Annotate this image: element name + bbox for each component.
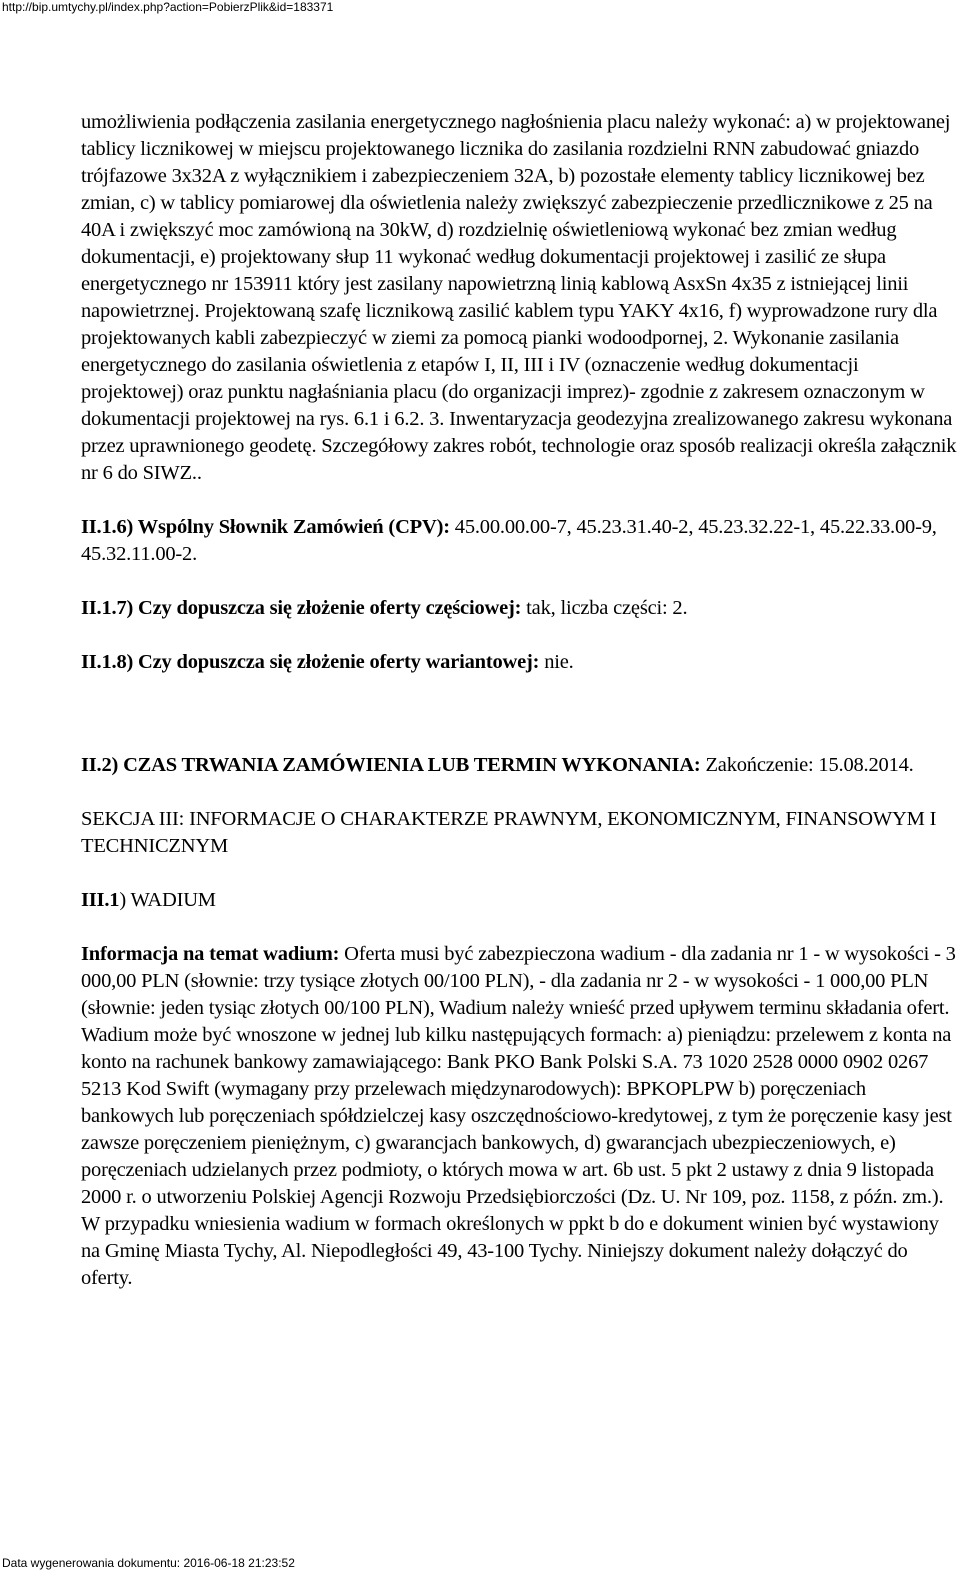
cpv-section xyxy=(81,514,958,568)
wadium-heading xyxy=(81,887,958,914)
wadium-info-label: Informacja na temat wadium: xyxy=(81,943,340,965)
section-3-heading: SEKCJA III: INFORMACJE O CHARAKTERZE PRAWNYM, EKONOMICZNYM, FINANSOWYM I TECHNICZNYM xyxy=(81,808,937,857)
document-body xyxy=(81,109,958,1292)
variant-offer-value: nie. xyxy=(539,651,574,673)
cpv-value: 45.00.00.00-7, 45.23.31.40-2, 45.23.32.22-1, 45.22.33.00-9, 45.32.11.00-2. xyxy=(81,516,937,565)
partial-offer-section xyxy=(81,595,958,622)
wadium-info-text: Oferta musi być zabezpieczona wadium - dla zadania nr 1 - w wysokości - 3 000,00 PLN (słownie: trzy tysiące złotych 00/100 PLN), - dla zadania nr 2 - w wysokości - 1 000,00 PLN (słownie: jeden tysiąc złotych 00/100 PLN), Wadium należy wnieść przed upływem terminu składania ofert. Wadium może być wnoszone w jednej lub kilku następujących formach: a) pieniądzu: przelewem z konta na konto na rachunek bankowy zamawiającego: Bank PKO Bank Polski S.A. 73 1020 2528 0000 0902 0267 5213 Kod Swift (wymagany przy przelewach międzynarodowych): BPKOPLPW b) poręczeniach bankowych lub poręczeniach spółdzielczej kasy oszczędnościowo-kredytowej, z tym że poręczenie kasy jest zawsze poręczeniem pieniężnym, c) gwarancjach bankowych, d) gwarancjach ubezpieczeniowych, e) poręczeniach udzielanych przez podmioty, o których mowa w art. 6b ust. 5 pkt 2 ustawy z dnia 9 listopada 2000 r. o utworzeniu Polskiej Agencji Rozwoju Przedsiębiorczości (Dz. U. Nr 109, poz. 1158, z późn. zm.). W przypadku wniesienia wadium w formach określonych w ppkt b do e dokument winien być wystawiony na Gminę Miasta Tychy, Al. Niepodległości 49, 43-100 Tychy. Niniejszy dokument należy dołączyć do oferty. xyxy=(81,943,956,1289)
variant-offer-label: II.1.8) Czy dopuszcza się złożenie oferty wariantowej: xyxy=(81,651,540,673)
duration-value: Zakończenie: 15.08.2014. xyxy=(700,754,914,776)
duration-label: II.2) CZAS TRWANIA ZAMÓWIENIA LUB TERMIN WYKONANIA: xyxy=(81,754,701,776)
duration-section xyxy=(81,752,958,779)
wadium-number: III.1 xyxy=(81,889,120,911)
wadium-heading-text: ) WADIUM xyxy=(119,889,216,911)
partial-offer-label: II.1.7) Czy dopuszcza się złożenie oferty częściowej: xyxy=(81,597,522,619)
partial-offer-value: tak, liczba części: 2. xyxy=(521,597,688,619)
wadium-info xyxy=(81,941,958,1292)
generation-date-footer: Data wygenerowania dokumentu: 2016-06-18 21:23:52 xyxy=(2,1556,295,1570)
intro-paragraph: umożliwienia podłączenia zasilania energetycznego nagłośnienia placu należy wykonać: a) w projektowanej tablicy licznikowej w miejscu projektowanego licznika do zasilania rozdzielni RNN zabudować gniazdo trójfazowe 3x32A z wyłącznikiem i zabezpieczeniem 32A, b) pozostałe elementy tablicy licznikowej bez zmian, c) w tablicy pomiarowej dla oświetlenia należy zwiększyć zabezpieczenie przedlicznikowe z 25 na 40A i zwiększyć moc zamówioną na 30kW, d) rozdzielnię oświetleniową wykonać bez zmian według dokumentacji, e) projektowany słup 11 wykonać według dokumentacji projektowej i zasilić ze słupa energetycznego nr 153911 który jest zasilany napowietrzną linią kablową AsxSn 4x35 z istniejącej linii napowietrznej. Projektowaną szafę licznikową zasilić kablem typu YAKY 4x16, f) wyprowadzone rury dla projektowanych kabli zabezpieczyć w ziemi za pomocą pianki wodoodpornej, 2. Wykonanie zasilania energetycznego do zasilania oświetlenia z etapów I, II, III i IV (oznaczenie według dokumentacji projektowej) oraz punktu nagłaśniania placu (do organizacji imprez)- zgodnie z zakresem oznaczonym w dokumentacji projektowej na rys. 6.1 i 6.2. 3. Inwentaryzacja geodezyjna zrealizowanego zakresu wykonana przez uprawnionego geodetę. Szczegółowy zakres robót, technologie oraz sposób realizacji określa załącznik nr 6 do SIWZ.. xyxy=(81,111,957,484)
cpv-label: II.1.6) Wspólny Słownik Zamówień (CPV): xyxy=(81,516,450,538)
variant-offer-section xyxy=(81,649,958,676)
page-url-header: http://bip.umtychy.pl/index.php?action=PobierzPlik&id=183371 xyxy=(2,0,334,14)
